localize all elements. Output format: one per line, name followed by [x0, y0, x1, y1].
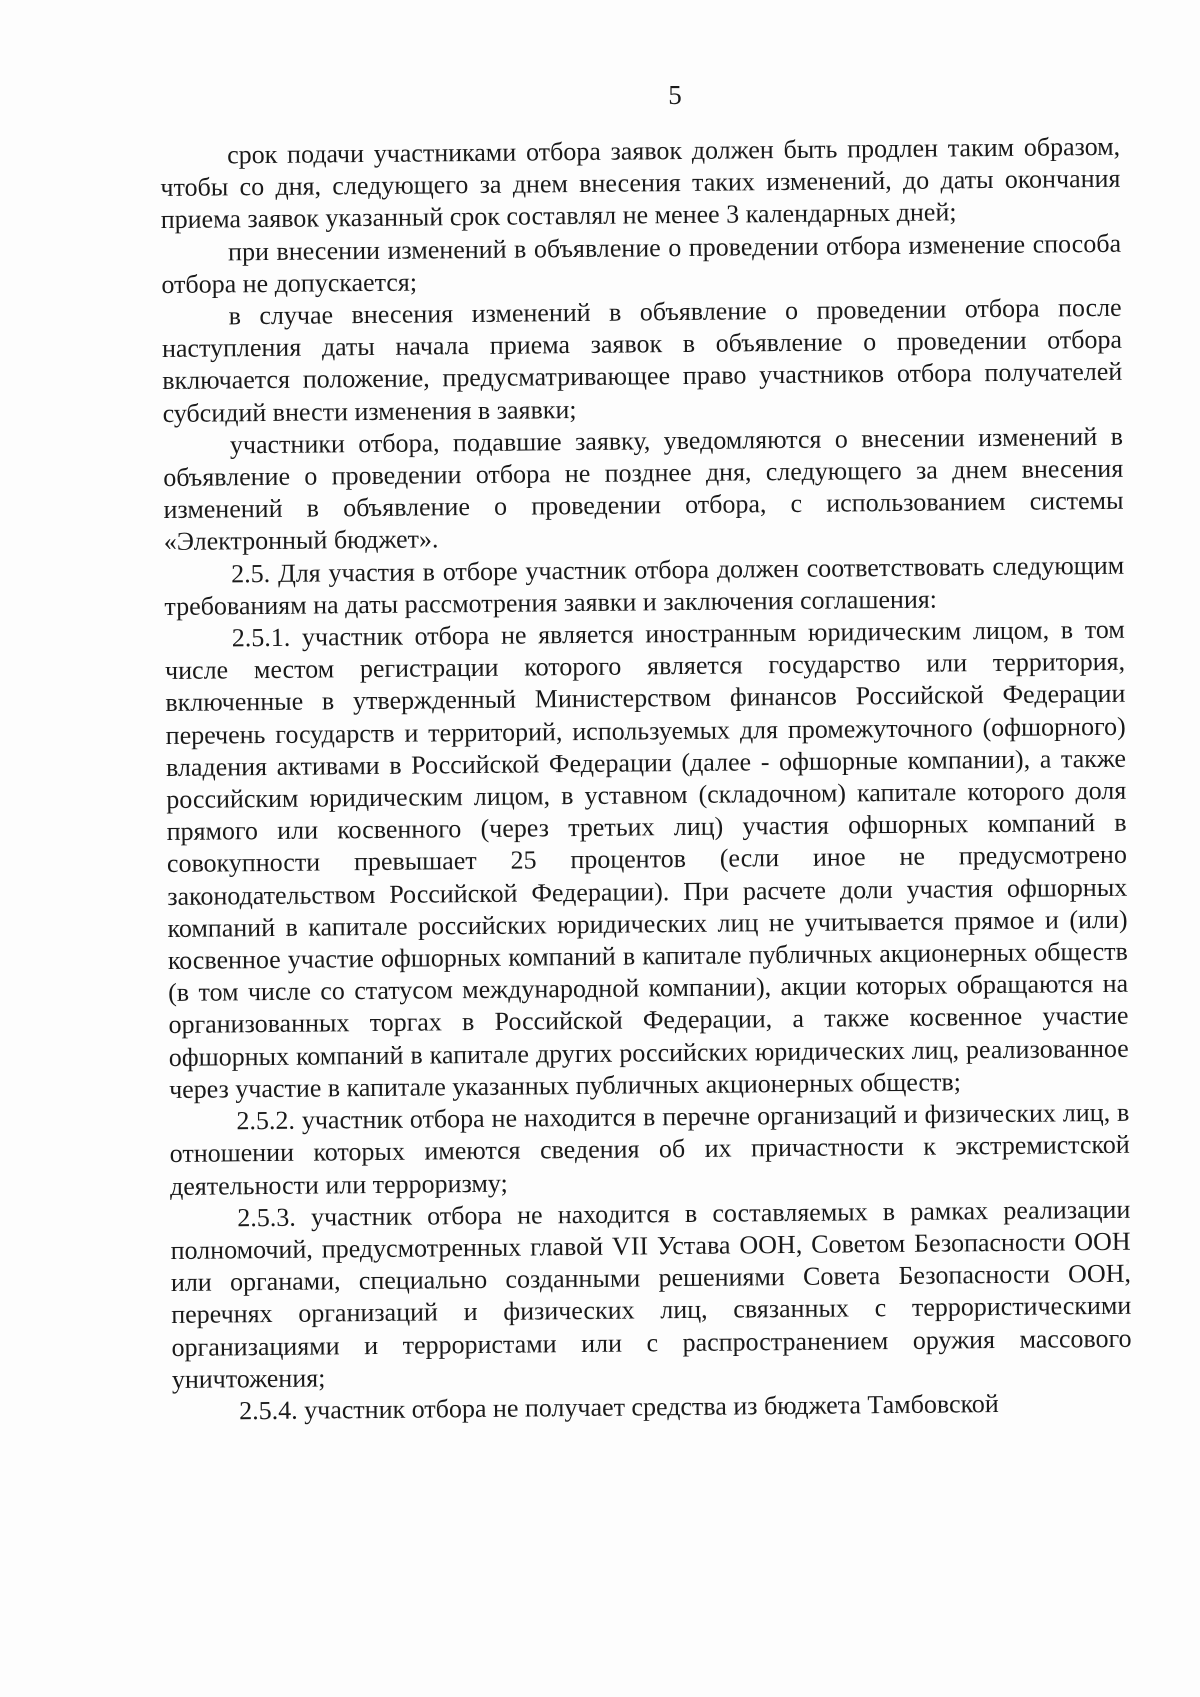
paragraph-2-5-1-offshore: 2.5.1. участник отбора не является иностранным юридическим лицом, в том числе местом регистрации которого является государство или территория, включенные в утвержденный Министерством финансов Российской Федерации перечень государств и территорий, используемых для промежуточного (офшорного) владения активами в Российской Федерации (далее - офшорные компании), а также российским юридическим лицом, в уставном (складочном) капитале которого доля прямого или косвенного (через третьих лиц) участия офшорных компаний в совокупности превышает 25 процентов (если иное не предусмотрено законодательством Российской Федерации). При расчете доли участия офшорных компаний в капитале российских юридических лиц не учитывается прямое и (или) косвенное участие офшорных компаний в капитале публичных акционерных обществ (в том числе со статусом международной компании), акции которых обращаются на организованных торгах в Российской Федерации, а также косвенное участие офшорных компаний в капитале других российских юридических лиц, реализованное через участие в капитале указанных публичных акционерных обществ;	[164, 614, 1129, 1104]
paragraph-2-5-3-un-lists: 2.5.3. участник отбора не находится в составляемых в рамках реализации полномочий, предусмотренных главой VII Устава ООН, Советом Безопасности ООН или органами, специально созданными решениями Совета Безопасности ООН, перечнях организаций и физических лиц, связанных с террористическими организациями и террористами или с распространением оружия массового уничтожения;	[170, 1194, 1132, 1394]
paragraph-2-5-4-budget: 2.5.4. участник отбора не получает средства из бюджета Тамбовской	[239, 1388, 999, 1426]
page-number: 5	[668, 80, 682, 110]
paragraph-amendments-after-start: в случае внесения изменений в объявление о проведении отбора после наступления даты начала приема заявок в объявление о проведении отбора включается положение, предусматривающее право участников отбора получателей субсидий внести изменения в заявки;	[161, 292, 1123, 428]
document-body	[160, 131, 1132, 1428]
paragraph-method-change: при внесении изменений в объявление о проведении отбора изменение способа отбора не допускается;	[161, 228, 1122, 299]
paragraph-2-5-requirements: 2.5. Для участия в отборе участник отбора должен соответствовать следующим требованиям на даты рассмотрения заявки и заключения соглашения:	[164, 550, 1125, 621]
paragraph-deadline-extension: срок подачи участниками отбора заявок должен быть продлен таким образом, чтобы со дня, следующего за днем внесения таких изменений, до даты окончания приема заявок указанный срок составлял не менее 3 календарных дней;	[160, 131, 1121, 235]
paragraph-participant-notification: участники отбора, подавшие заявку, уведомляются о внесении изменений в объявление о проведении отбора не позднее дня, следующего за днем внесения изменений в объявление о проведении отбора, с использованием системы «Электронный бюджет».	[163, 421, 1124, 557]
paragraph-2-5-2-extremism: 2.5.2. участник отбора не находится в перечне организаций и физических лиц, в отношении которых имеются сведения об их причастности к экстремистской деятельности или терроризму;	[169, 1097, 1130, 1201]
